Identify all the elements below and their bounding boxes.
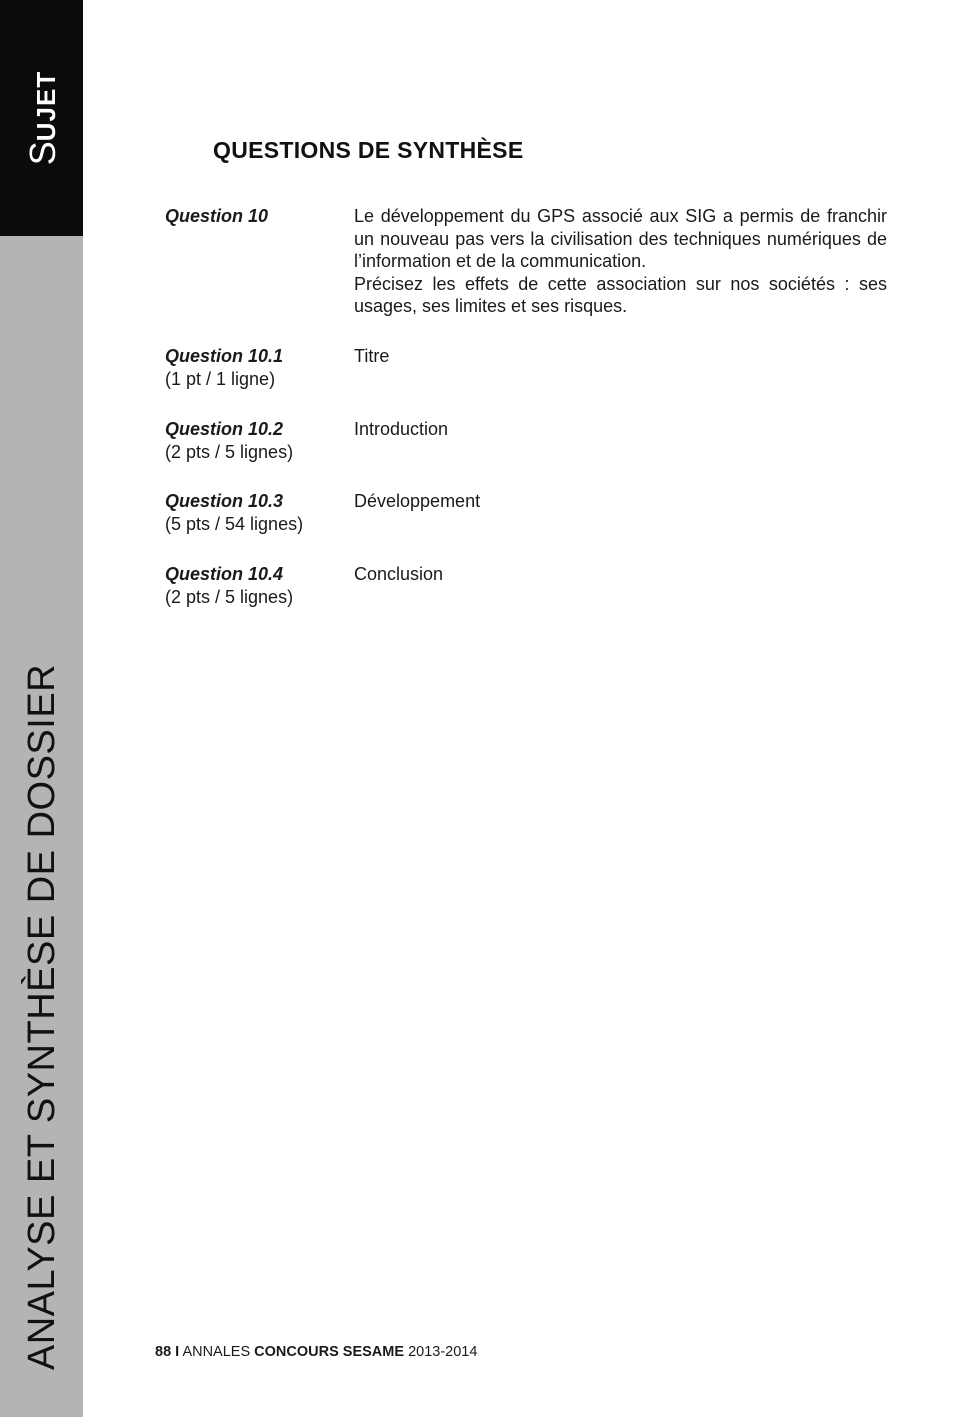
page-title: QUESTIONS DE SYNTHÈSE <box>213 137 524 163</box>
question-meta <box>165 418 350 463</box>
question-text <box>354 490 887 513</box>
page-number: 88 <box>155 1344 172 1360</box>
question-text-paragraph: Développement <box>354 491 481 511</box>
question-text <box>354 418 887 441</box>
question-points: (2 pts / 5 lignes) <box>165 586 294 607</box>
footer-annales: ANNALES <box>182 1344 251 1360</box>
question-text-paragraph: Introduction <box>354 419 449 439</box>
question-text-paragraph: Précisez les effets de cette association sur nos sociétés : ses usages, ses limites et ses risques. <box>354 273 887 316</box>
question-name: Question 10 <box>165 206 269 226</box>
question-meta <box>165 563 350 608</box>
page-footer <box>155 1344 477 1360</box>
question-meta <box>165 490 350 535</box>
question-meta <box>165 205 350 228</box>
question-name: Question 10.3 <box>165 491 284 511</box>
footer-years: 2013-2014 <box>408 1344 478 1360</box>
section-tab-label-initial: S <box>22 141 63 166</box>
question-text <box>354 345 887 368</box>
question-name: Question 10.2 <box>165 419 284 439</box>
footer-separator: I <box>175 1344 180 1360</box>
question-name: Question 10.1 <box>165 346 284 366</box>
side-section-label: ANALYSE ET SYNTHÈSE DE DOSSIER <box>21 663 63 1371</box>
question-points: (1 pt / 1 ligne) <box>165 368 276 389</box>
question-points: (2 pts / 5 lignes) <box>165 441 294 462</box>
section-tab-label-rest: UJET <box>31 70 61 142</box>
question-name: Question 10.4 <box>165 564 284 584</box>
question-meta <box>165 345 350 390</box>
question-text <box>354 563 887 586</box>
footer-concours: CONCOURS SESAME <box>254 1344 405 1360</box>
question-text-paragraph: Conclusion <box>354 564 444 584</box>
question-text-paragraph: Le développement du GPS associé aux SIG a permis de franchir un nouveau pas vers la civilisation des techniques numériques de l’information et de la communication. <box>354 206 887 271</box>
question-text <box>354 205 887 318</box>
question-points: (5 pts / 54 lignes) <box>165 513 304 534</box>
section-tab-label <box>22 70 63 166</box>
question-text-paragraph: Titre <box>354 346 390 366</box>
